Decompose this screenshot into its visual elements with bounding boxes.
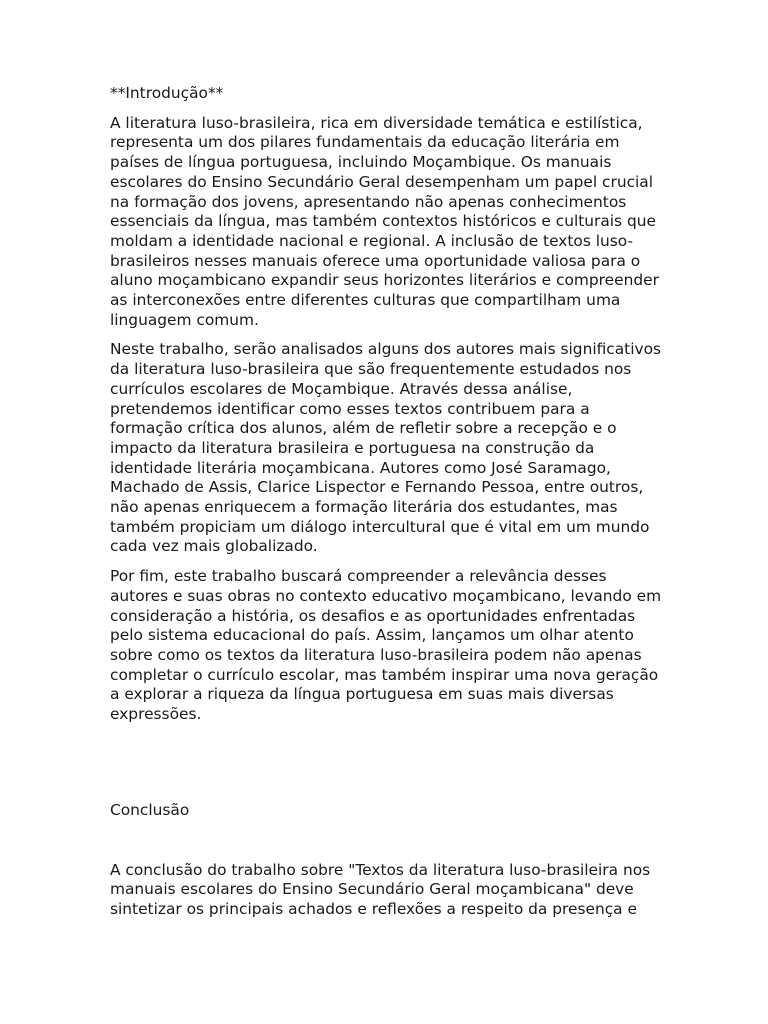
document-page	[110, 84, 662, 920]
paragraph: A literatura luso-brasileira, rica em diversidade temática e estilística, representa um dos pilares fundamentais da educação literária em países de língua portuguesa, incluindo Moçambique. Os manuais escolares do Ensino Secundário Geral desempenham um papel crucial na formação dos jovens, apresentando não apenas conhecimentos essenciais da língua, mas também contextos históricos e culturais que moldam a identidade nacional e regional. A inclusão de textos luso-brasileiros nesses manuais oferece uma oportunidade valiosa para o aluno moçambicano expandir seus horizontes literários e compreender as interconexões entre diferentes culturas que compartilham uma linguagem comum.	[110, 113, 659, 329]
paragraph: Neste trabalho, serão analisados alguns dos autores mais significativos da literatura luso-brasileira que são frequentemente estudados nos currículos escolares de Moçambique. Através dessa análise, pretendemos identificar como esses textos contribuem para a formação crítica dos alunos, além de refletir sobre a recepção e o impacto da literatura brasileira e portuguesa na construção da identidade literária moçambicana. Autores como José Saramago, Machado de Assis, Clarice Lispector e Fernando Pessoa, entre outros, não apenas enriquecem a formação literária dos estudantes, mas também propiciam um diálogo intercultural que é vital em um mundo cada vez mais globalizado.	[110, 340, 662, 556]
paragraph: Por fim, este trabalho buscará compreender a relevância desses autores e suas obras no contexto educativo moçambicano, levando em consideração a história, os desafios e as oportunidades enfrentadas pelo sistema educacional do país. Assim, lançamos um olhar atento sobre como os textos da literatura luso-brasileira podem não apenas completar o currículo escolar, mas também inspirar uma nova geração a explorar a riqueza da língua portuguesa em suas mais diversas expressões.	[110, 567, 662, 724]
intro-heading: **Introdução**	[110, 84, 224, 102]
conclusion-paragraph: A conclusão do trabalho sobre "Textos da literatura luso-brasileira nos manuais escolares do Ensino Secundário Geral moçambicana" deve sintetizar os principais achados e reflexões a respeito da presença e	[110, 860, 651, 918]
conclusion-heading: Conclusão	[110, 800, 190, 819]
